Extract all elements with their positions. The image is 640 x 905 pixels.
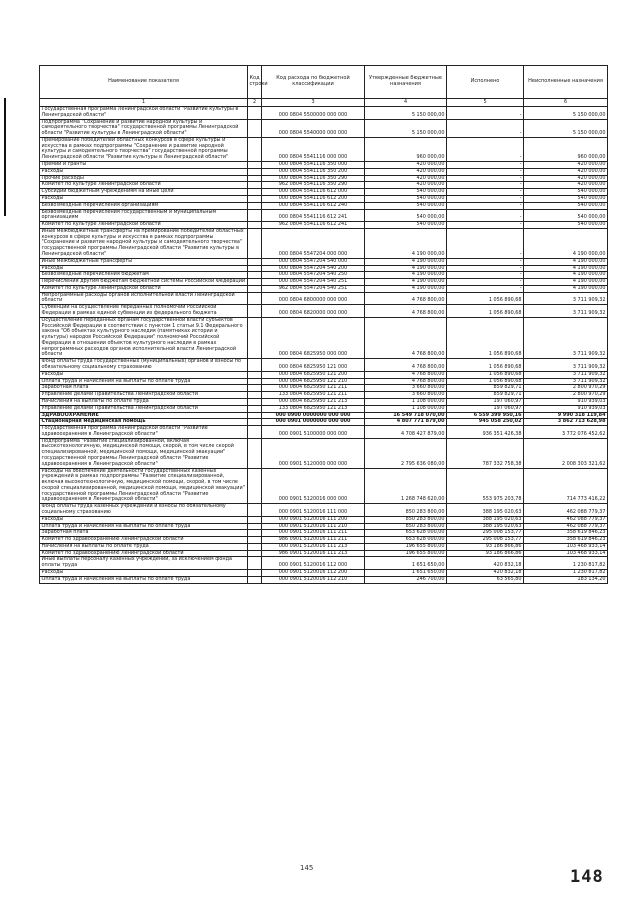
unexecuted-amount-cell: 4 190 000,00 bbox=[524, 279, 608, 286]
table-row bbox=[40, 426, 608, 439]
budget-code-cell: 000 0901 5120016 111 210 bbox=[262, 523, 365, 530]
approved-amount-cell: 4 190 000,00 bbox=[365, 272, 447, 279]
table-row bbox=[40, 137, 608, 161]
line-code-cell bbox=[248, 305, 262, 318]
line-code-cell bbox=[248, 292, 262, 305]
indicator-name-cell: ЗДРАВООХРАНЕНИЕ bbox=[40, 412, 248, 419]
indicator-name-cell: Заработная плата bbox=[40, 530, 248, 537]
executed-amount-cell: 859 829,71 bbox=[447, 385, 524, 392]
unexecuted-amount-cell: 5 150 000,00 bbox=[524, 119, 608, 137]
indicator-name-cell: Комитет по культуре Ленинградской области bbox=[40, 285, 248, 292]
budget-code-cell: 000 0804 5547204 540 251 bbox=[262, 279, 365, 286]
budget-code-cell: 962 0804 5541116 350 290 bbox=[262, 182, 365, 189]
table-row bbox=[40, 504, 608, 517]
unexecuted-amount-cell: 4 190 000,00 bbox=[524, 272, 608, 279]
executed-amount-cell: - bbox=[447, 137, 524, 161]
budget-code-cell: 000 0901 5120016 112 200 bbox=[262, 570, 365, 577]
approved-amount-cell: 3 660 800,00 bbox=[365, 392, 447, 399]
unexecuted-amount-cell: 2 008 303 321,62 bbox=[524, 438, 608, 468]
approved-amount-cell: 5 150 000,00 bbox=[365, 107, 447, 120]
budget-code-cell: 000 0804 5541116 350 290 bbox=[262, 175, 365, 182]
approved-amount-cell: 4 190 000,00 bbox=[365, 258, 447, 265]
line-code-cell bbox=[248, 107, 262, 120]
unexecuted-amount-cell: 358 619 846,23 bbox=[524, 530, 608, 537]
header-budget-code: Код расхода по бюджетной классификации bbox=[262, 66, 365, 99]
line-code-cell bbox=[248, 398, 262, 405]
executed-amount-cell: 787 332 758,38 bbox=[447, 438, 524, 468]
indicator-name-cell: Расходы bbox=[40, 195, 248, 202]
executed-amount-cell: 859 829,71 bbox=[447, 392, 524, 399]
line-code-cell bbox=[248, 392, 262, 399]
approved-amount-cell: 4 190 000,00 bbox=[365, 228, 447, 258]
indicator-name-cell: Подпрограмма "Сохранение и развитие народной культуры и самодеятельного творчества" государственной программы Ленинградской области "Развитие культуры в Ленинградской области" bbox=[40, 119, 248, 137]
unexecuted-amount-cell: 4 190 000,00 bbox=[524, 265, 608, 272]
table-row bbox=[40, 292, 608, 305]
approved-amount-cell: 4 768 800,00 bbox=[365, 305, 447, 318]
unexecuted-amount-cell: 462 088 779,37 bbox=[524, 523, 608, 530]
indicator-name-cell: Начисления на выплаты по оплате труда bbox=[40, 398, 248, 405]
executed-amount-cell: - bbox=[447, 258, 524, 265]
line-code-cell bbox=[248, 189, 262, 196]
budget-code-cell: 986 0901 5120016 111 213 bbox=[262, 550, 365, 557]
line-code-cell bbox=[248, 468, 262, 504]
executed-amount-cell: - bbox=[447, 162, 524, 169]
unexecuted-amount-cell: 103 468 933,14 bbox=[524, 550, 608, 557]
indicator-name-cell: Управление делами Правительства Ленинградской области bbox=[40, 405, 248, 412]
executed-amount-cell: 420 832,18 bbox=[447, 570, 524, 577]
unexecuted-amount-cell: 3 711 909,32 bbox=[524, 292, 608, 305]
executed-amount-cell: - bbox=[447, 175, 524, 182]
budget-code-cell: 000 0804 5541116 350 000 bbox=[262, 162, 365, 169]
executed-amount-cell: 295 008 153,77 bbox=[447, 537, 524, 544]
unexecuted-amount-cell: 4 190 000,00 bbox=[524, 285, 608, 292]
indicator-name-cell: Комитет по здравоохранению Ленинградской области bbox=[40, 550, 248, 557]
line-code-cell bbox=[248, 258, 262, 265]
header-row bbox=[40, 66, 608, 99]
indicator-name-cell: Оплата труда и начисления на выплаты по оплате труда bbox=[40, 576, 248, 583]
indicator-name-cell: Расходы на обеспечение деятельности государственных казенных учреждений в рамках подпрограммы "Развитие специализированной, включая высокотехнологичную, медицинской помощи, скорой, в том числе скорой специализированной, медицинской помощи, медицинской эвакуации" государственной программы Ленинградской области "Развитие здравоохранения в Ленинградской области" bbox=[40, 468, 248, 504]
budget-code-cell: 000 0804 5541116 612 200 bbox=[262, 195, 365, 202]
approved-amount-cell: 5 150 000,00 bbox=[365, 119, 447, 137]
unexecuted-amount-cell: 910 939,03 bbox=[524, 405, 608, 412]
line-code-cell bbox=[248, 405, 262, 412]
budget-code-cell: 000 0804 6825950 121 211 bbox=[262, 385, 365, 392]
line-code-cell bbox=[248, 537, 262, 544]
budget-code-cell: 000 0804 5547204 540 250 bbox=[262, 272, 365, 279]
unexecuted-amount-cell: 358 619 846,23 bbox=[524, 537, 608, 544]
executed-amount-cell: 1 056 890,68 bbox=[447, 359, 524, 372]
budget-code-cell: 000 0901 5120016 111 213 bbox=[262, 543, 365, 550]
unexecuted-amount-cell: 540 000,00 bbox=[524, 189, 608, 196]
approved-amount-cell: 16 549 718 070,00 bbox=[365, 412, 447, 419]
table-row bbox=[40, 468, 608, 504]
unexecuted-amount-cell: 462 088 779,37 bbox=[524, 504, 608, 517]
budget-code-cell: 000 0804 6825950 121 213 bbox=[262, 398, 365, 405]
budget-code-cell: 000 0901 5120016 112 210 bbox=[262, 576, 365, 583]
executed-amount-cell: 388 195 020,63 bbox=[447, 523, 524, 530]
budget-code-cell: 000 0804 6825950 121 000 bbox=[262, 359, 365, 372]
indicator-name-cell: Заработная плата bbox=[40, 385, 248, 392]
unexecuted-amount-cell: 103 468 933,14 bbox=[524, 543, 608, 550]
budget-code-cell: 000 0804 5541116 612 241 bbox=[262, 209, 365, 222]
indicator-name-cell: Фонд оплаты труда государственных (муниципальных) органов и взносы по обязательному социальному страхованию bbox=[40, 359, 248, 372]
unexecuted-amount-cell: 420 000,00 bbox=[524, 175, 608, 182]
budget-code-cell: 133 0804 6825950 121 213 bbox=[262, 405, 365, 412]
budget-code-cell: 000 0804 5547204 540 200 bbox=[262, 265, 365, 272]
executed-amount-cell: - bbox=[447, 279, 524, 286]
approved-amount-cell: 540 000,00 bbox=[365, 209, 447, 222]
indicator-name-cell: Комитет по культуре Ленинградской области bbox=[40, 182, 248, 189]
budget-code-cell: 962 0804 5541116 612 241 bbox=[262, 222, 365, 229]
executed-amount-cell: - bbox=[447, 195, 524, 202]
unexecuted-amount-cell: 960 000,00 bbox=[524, 137, 608, 161]
budget-code-cell: 000 0804 6820000 000 000 bbox=[262, 305, 365, 318]
executed-amount-cell: 6 559 399 950,16 bbox=[447, 412, 524, 419]
indicator-name-cell: Расходы bbox=[40, 570, 248, 577]
approved-amount-cell: 1 268 748 620,00 bbox=[365, 468, 447, 504]
budget-code-cell: 000 0901 5100000 000 000 bbox=[262, 426, 365, 439]
table-row bbox=[40, 119, 608, 137]
indicator-name-cell: Расходы bbox=[40, 168, 248, 175]
line-code-cell bbox=[248, 550, 262, 557]
line-code-cell bbox=[248, 175, 262, 182]
executed-amount-cell: - bbox=[447, 285, 524, 292]
executed-amount-cell: 1 056 890,68 bbox=[447, 317, 524, 358]
approved-amount-cell: 653 628 000,00 bbox=[365, 537, 447, 544]
indicator-name-cell: Иные выплаты персоналу казенных учреждений, за исключением фонда оплаты труда bbox=[40, 557, 248, 570]
executed-amount-cell: 197 060,97 bbox=[447, 405, 524, 412]
unexecuted-amount-cell: 2 800 970,29 bbox=[524, 392, 608, 399]
page-number: 145 bbox=[300, 864, 314, 872]
approved-amount-cell: 4 190 000,00 bbox=[365, 279, 447, 286]
budget-code-cell: 000 0804 6800000 000 000 bbox=[262, 292, 365, 305]
table-row bbox=[40, 202, 608, 209]
approved-amount-cell: 4 768 800,00 bbox=[365, 371, 447, 378]
executed-amount-cell: - bbox=[447, 189, 524, 196]
table-row bbox=[40, 438, 608, 468]
approved-amount-cell: 4 190 000,00 bbox=[365, 265, 447, 272]
unexecuted-amount-cell: 3 711 909,32 bbox=[524, 371, 608, 378]
approved-amount-cell: 4 807 771 879,00 bbox=[365, 419, 447, 426]
line-code-cell bbox=[248, 371, 262, 378]
line-code-cell bbox=[248, 504, 262, 517]
line-code-cell bbox=[248, 359, 262, 372]
executed-amount-cell: 1 056 890,68 bbox=[447, 305, 524, 318]
approved-amount-cell: 540 000,00 bbox=[365, 222, 447, 229]
indicator-name-cell: Начисления на выплаты по оплате труда bbox=[40, 543, 248, 550]
line-code-cell bbox=[248, 523, 262, 530]
approved-amount-cell: 3 660 800,00 bbox=[365, 385, 447, 392]
indicator-name-cell: Субсидии бюджетным учреждениям на иные цели bbox=[40, 189, 248, 196]
approved-amount-cell: 1 651 650,00 bbox=[365, 570, 447, 577]
budget-code-cell: 000 0804 5547204 000 000 bbox=[262, 228, 365, 258]
unexecuted-amount-cell: 3 711 909,32 bbox=[524, 378, 608, 385]
executed-amount-cell: 388 195 020,63 bbox=[447, 516, 524, 523]
budget-code-cell: 986 0901 5120016 111 211 bbox=[262, 537, 365, 544]
executed-amount-cell: 553 975 203,78 bbox=[447, 468, 524, 504]
line-code-cell bbox=[248, 209, 262, 222]
indicator-name-cell: Управление делами Правительства Ленинградской области bbox=[40, 392, 248, 399]
unexecuted-amount-cell: 462 088 779,37 bbox=[524, 516, 608, 523]
table-row bbox=[40, 228, 608, 258]
table-row bbox=[40, 405, 608, 412]
executed-amount-cell: - bbox=[447, 119, 524, 137]
budget-code-cell: 000 0804 5541116 612 000 bbox=[262, 189, 365, 196]
executed-amount-cell: - bbox=[447, 222, 524, 229]
line-code-cell bbox=[248, 385, 262, 392]
table-row bbox=[40, 305, 608, 318]
executed-amount-cell: 420 832,18 bbox=[447, 557, 524, 570]
approved-amount-cell: 196 655 800,00 bbox=[365, 543, 447, 550]
line-code-cell bbox=[248, 162, 262, 169]
executed-amount-cell: 197 060,97 bbox=[447, 398, 524, 405]
executed-amount-cell: 945 058 250,02 bbox=[447, 419, 524, 426]
approved-amount-cell: 850 283 800,00 bbox=[365, 516, 447, 523]
unexecuted-amount-cell: 2 800 970,29 bbox=[524, 385, 608, 392]
approved-amount-cell: 2 795 636 080,00 bbox=[365, 438, 447, 468]
budget-code-cell: 000 0804 6825950 000 000 bbox=[262, 317, 365, 358]
indicator-name-cell: Фонд оплаты труда казенных учреждений и взносы по обязательному социальному страхованию bbox=[40, 504, 248, 517]
budget-code-cell: 133 0804 6825950 121 211 bbox=[262, 392, 365, 399]
indicator-name-cell: Иные межбюджетные трансферты bbox=[40, 258, 248, 265]
indicator-name-cell: Государственная программа Ленинградской области "Развитие здравоохранения в Ленинградской области" bbox=[40, 426, 248, 439]
unexecuted-amount-cell: 540 000,00 bbox=[524, 222, 608, 229]
unexecuted-amount-cell: 5 150 000,00 bbox=[524, 107, 608, 120]
budget-execution-table bbox=[39, 65, 608, 584]
approved-amount-cell: 540 000,00 bbox=[365, 202, 447, 209]
approved-amount-cell: 420 000,00 bbox=[365, 162, 447, 169]
table-row bbox=[40, 557, 608, 570]
budget-code-cell: 000 0901 0000000 000 000 bbox=[262, 419, 365, 426]
column-number: 4 bbox=[365, 99, 447, 107]
line-code-cell bbox=[248, 576, 262, 583]
indicator-name-cell: Подпрограмма "Развитие специализированной, включая высокотехнологичную, медицинской помощи, скорой, в том числе скорой специализированной, медицинской помощи, медицинской эвакуации" государственной программы Ленинградской области "Развитие здравоохранения в Ленинградской области" bbox=[40, 438, 248, 468]
budget-code-cell: 000 0901 5120016 111 200 bbox=[262, 516, 365, 523]
executed-amount-cell: - bbox=[447, 107, 524, 120]
approved-amount-cell: 540 000,00 bbox=[365, 195, 447, 202]
indicator-name-cell: Осуществление переданных органам государственной власти субъектов Российской Федерации в соответствии с пунктом 1 статьи 9.1 Федерального закона "Об объектах культурного наследия (памятниках истории и культуры) народов Российской Федерации" полномочий Российской Федерации в отношении объектов культурного наследия в рамках непрограммных расходов органов исполнительной власти Ленинградской области bbox=[40, 317, 248, 358]
table-row bbox=[40, 317, 608, 358]
indicator-name-cell: Государственная программа Ленинградской области "Развитие культуры в Ленинградской области" bbox=[40, 107, 248, 120]
table-row bbox=[40, 107, 608, 120]
line-code-cell bbox=[248, 285, 262, 292]
line-code-cell bbox=[248, 378, 262, 385]
approved-amount-cell: 4 768 800,00 bbox=[365, 378, 447, 385]
line-code-cell bbox=[248, 516, 262, 523]
approved-amount-cell: 960 000,00 bbox=[365, 137, 447, 161]
line-code-cell bbox=[248, 557, 262, 570]
executed-amount-cell: 295 008 153,77 bbox=[447, 530, 524, 537]
executed-amount-cell: - bbox=[447, 272, 524, 279]
line-code-cell bbox=[248, 202, 262, 209]
budget-code-cell: 000 0804 5540000 000 000 bbox=[262, 119, 365, 137]
line-code-cell bbox=[248, 119, 262, 137]
unexecuted-amount-cell: 9 990 318 119,84 bbox=[524, 412, 608, 419]
executed-amount-cell: - bbox=[447, 168, 524, 175]
margin-bar bbox=[4, 98, 6, 216]
line-code-cell bbox=[248, 543, 262, 550]
unexecuted-amount-cell: 3 711 909,32 bbox=[524, 359, 608, 372]
approved-amount-cell: 4 768 800,00 bbox=[365, 292, 447, 305]
line-code-cell bbox=[248, 222, 262, 229]
approved-amount-cell: 4 190 000,00 bbox=[365, 285, 447, 292]
unexecuted-amount-cell: 3 711 909,32 bbox=[524, 317, 608, 358]
indicator-name-cell: Перечисления другим бюджетам бюджетной системы Российской Федерации bbox=[40, 279, 248, 286]
unexecuted-amount-cell: 540 000,00 bbox=[524, 202, 608, 209]
indicator-name-cell: Премирование победителей областных конкурсов в сфере культуры и искусства в рамках подпрограммы "Сохранение и развитие народной культуры и самодеятельного творчества" государственной программы Ленинградской области "Развитие культуры в Ленинградской области" bbox=[40, 137, 248, 161]
approved-amount-cell: 850 283 800,00 bbox=[365, 523, 447, 530]
indicator-name-cell: Стационарная медицинская помощь bbox=[40, 419, 248, 426]
executed-amount-cell: 63 565,80 bbox=[447, 576, 524, 583]
table-row bbox=[40, 258, 608, 265]
budget-code-cell: 000 0901 5120016 112 000 bbox=[262, 557, 365, 570]
executed-amount-cell: - bbox=[447, 182, 524, 189]
approved-amount-cell: 196 655 800,00 bbox=[365, 550, 447, 557]
line-code-cell bbox=[248, 228, 262, 258]
budget-code-cell: 000 0804 6825950 121 200 bbox=[262, 371, 365, 378]
unexecuted-amount-cell: 183 134,20 bbox=[524, 576, 608, 583]
unexecuted-amount-cell: 4 190 000,00 bbox=[524, 258, 608, 265]
executed-amount-cell: 93 186 866,86 bbox=[447, 550, 524, 557]
unexecuted-amount-cell: 910 939,03 bbox=[524, 398, 608, 405]
table-row bbox=[40, 576, 608, 583]
executed-amount-cell: - bbox=[447, 228, 524, 258]
executed-amount-cell: - bbox=[447, 265, 524, 272]
executed-amount-cell: 388 195 020,63 bbox=[447, 504, 524, 517]
line-code-cell bbox=[248, 182, 262, 189]
approved-amount-cell: 1 108 000,00 bbox=[365, 398, 447, 405]
line-code-cell bbox=[248, 195, 262, 202]
budget-code-cell: 000 0901 5120016 000 000 bbox=[262, 468, 365, 504]
indicator-name-cell: Комитет по культуре Ленинградской области bbox=[40, 222, 248, 229]
header-indicator-name: Наименование показателя bbox=[40, 66, 248, 99]
budget-code-cell: 000 0804 6825950 121 210 bbox=[262, 378, 365, 385]
line-code-cell bbox=[248, 438, 262, 468]
header-unexecuted: Неисполненные назначения bbox=[524, 66, 608, 99]
approved-amount-cell: 420 000,00 bbox=[365, 168, 447, 175]
indicator-name-cell: Оплата труда и начисления на выплаты по оплате труда bbox=[40, 378, 248, 385]
line-code-cell bbox=[248, 317, 262, 358]
approved-amount-cell: 653 628 000,00 bbox=[365, 530, 447, 537]
header-line-code: Код строки bbox=[248, 66, 262, 99]
line-code-cell bbox=[248, 412, 262, 419]
column-number: 5 bbox=[447, 99, 524, 107]
indicator-name-cell: Расходы bbox=[40, 265, 248, 272]
stamped-sheet-number: 148 bbox=[570, 867, 604, 887]
executed-amount-cell: 1 056 890,68 bbox=[447, 378, 524, 385]
approved-amount-cell: 420 000,00 bbox=[365, 175, 447, 182]
table-row bbox=[40, 359, 608, 372]
unexecuted-amount-cell: 1 230 817,82 bbox=[524, 557, 608, 570]
budget-code-cell: 000 0901 5120000 000 000 bbox=[262, 438, 365, 468]
executed-amount-cell: - bbox=[447, 202, 524, 209]
indicator-name-cell: Иные межбюджетные трансферты на премирование победителей областных конкурсов в сфере культуры и искусства в рамках подпрограммы "Сохранение и развитие народной культуры и самодеятельного творчества" государственной программы Ленинградской области "Развитие культуры в Ленинградской области" bbox=[40, 228, 248, 258]
line-code-cell bbox=[248, 279, 262, 286]
executed-amount-cell: 936 351 426,38 bbox=[447, 426, 524, 439]
approved-amount-cell: 4 768 800,00 bbox=[365, 317, 447, 358]
table-body bbox=[40, 107, 608, 584]
indicator-name-cell: Безвозмездные перечисления бюджетам bbox=[40, 272, 248, 279]
unexecuted-amount-cell: 540 000,00 bbox=[524, 209, 608, 222]
header-executed: Исполнено bbox=[447, 66, 524, 99]
indicator-name-cell: Безвозмездные перечисления государственным и муниципальным организациям bbox=[40, 209, 248, 222]
unexecuted-amount-cell: 3 711 909,32 bbox=[524, 305, 608, 318]
table-row bbox=[40, 209, 608, 222]
budget-code-cell: 000 0804 5541116 000 000 bbox=[262, 137, 365, 161]
header-approved: Утвержденные бюджетные назначения bbox=[365, 66, 447, 99]
line-code-cell bbox=[248, 265, 262, 272]
executed-amount-cell: 1 056 890,68 bbox=[447, 292, 524, 305]
column-number: 3 bbox=[262, 99, 365, 107]
unexecuted-amount-cell: 4 190 000,00 bbox=[524, 228, 608, 258]
column-number: 2 bbox=[248, 99, 262, 107]
indicator-name-cell: Оплата труда и начисления на выплаты по оплате труда bbox=[40, 523, 248, 530]
indicator-name-cell: Расходы bbox=[40, 371, 248, 378]
unexecuted-amount-cell: 540 000,00 bbox=[524, 195, 608, 202]
indicator-name-cell: Безвозмездные перечисления организациям bbox=[40, 202, 248, 209]
budget-code-cell: 000 0804 5547204 540 000 bbox=[262, 258, 365, 265]
executed-amount-cell: 93 186 866,86 bbox=[447, 543, 524, 550]
approved-amount-cell: 4 708 427 879,00 bbox=[365, 426, 447, 439]
unexecuted-amount-cell: 3 772 076 452,62 bbox=[524, 426, 608, 439]
indicator-name-cell: Расходы bbox=[40, 516, 248, 523]
budget-code-cell: 000 0900 0000000 000 000 bbox=[262, 412, 365, 419]
line-code-cell bbox=[248, 137, 262, 161]
executed-amount-cell: 1 056 890,68 bbox=[447, 371, 524, 378]
approved-amount-cell: 540 000,00 bbox=[365, 189, 447, 196]
line-code-cell bbox=[248, 272, 262, 279]
approved-amount-cell: 1 651 650,00 bbox=[365, 557, 447, 570]
approved-amount-cell: 4 768 800,00 bbox=[365, 359, 447, 372]
unexecuted-amount-cell: 714 773 416,22 bbox=[524, 468, 608, 504]
approved-amount-cell: 850 283 800,00 bbox=[365, 504, 447, 517]
indicator-name-cell: Непрограммные расходы органов исполнительной власти Ленинградской области bbox=[40, 292, 248, 305]
line-code-cell bbox=[248, 530, 262, 537]
budget-code-cell: 000 0901 5120016 111 000 bbox=[262, 504, 365, 517]
unexecuted-amount-cell: 420 000,00 bbox=[524, 162, 608, 169]
line-code-cell bbox=[248, 168, 262, 175]
budget-code-cell: 000 0804 5541116 350 200 bbox=[262, 168, 365, 175]
indicator-name-cell: Премии и гранты bbox=[40, 162, 248, 169]
unexecuted-amount-cell: 3 862 713 628,98 bbox=[524, 419, 608, 426]
indicator-name-cell: Прочие расходы bbox=[40, 175, 248, 182]
unexecuted-amount-cell: 1 230 817,82 bbox=[524, 570, 608, 577]
indicator-name-cell: Комитет по здравоохранению Ленинградской области bbox=[40, 537, 248, 544]
budget-code-cell: 962 0804 5547204 540 251 bbox=[262, 285, 365, 292]
indicator-name-cell: Субвенции на осуществление переданных полномочий Российской Федерации в рамках единой субвенции из федерального бюджета bbox=[40, 305, 248, 318]
line-code-cell bbox=[248, 426, 262, 439]
column-number: 6 bbox=[524, 99, 608, 107]
line-code-cell bbox=[248, 570, 262, 577]
budget-code-cell: 000 0804 5500000 000 000 bbox=[262, 107, 365, 120]
approved-amount-cell: 420 000,00 bbox=[365, 182, 447, 189]
line-code-cell bbox=[248, 419, 262, 426]
unexecuted-amount-cell: 420 000,00 bbox=[524, 182, 608, 189]
approved-amount-cell: 1 108 000,00 bbox=[365, 405, 447, 412]
executed-amount-cell: - bbox=[447, 209, 524, 222]
budget-code-cell: 000 0901 5120016 111 211 bbox=[262, 530, 365, 537]
approved-amount-cell: 246 700,00 bbox=[365, 576, 447, 583]
column-number: 1 bbox=[40, 99, 248, 107]
unexecuted-amount-cell: 420 000,00 bbox=[524, 168, 608, 175]
budget-code-cell: 000 0804 5541116 612 240 bbox=[262, 202, 365, 209]
